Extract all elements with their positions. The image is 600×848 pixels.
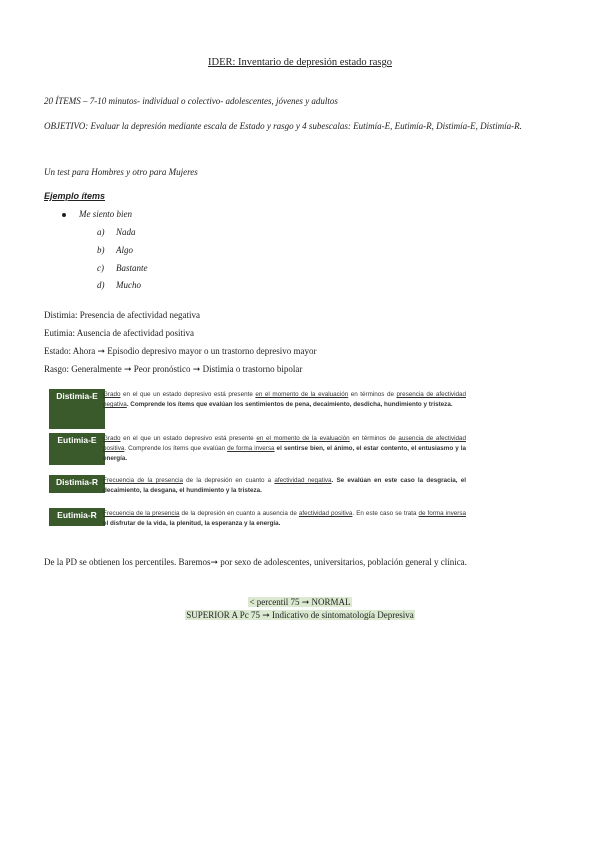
def-rasgo: Rasgo: Generalmente ➞ Peor pronóstico ➞ Distimia o trastorno bipolar <box>44 364 303 375</box>
arrow-icon: ➞ <box>123 365 132 375</box>
option-b: b) Algo <box>97 245 133 255</box>
example-heading: Ejemplo ítems <box>44 191 106 201</box>
highlighted-text: < percentil 75 ➞ NORMAL <box>249 597 351 608</box>
percentiles-note: De la PD se obtienen los percentiles. Baremos➞ por sexo de adolescentes, universitarios, población general y clínica. <box>44 557 467 568</box>
test-note: Un test para Hombres y otro para Mujeres <box>44 167 198 177</box>
example-item-text: Me siento bien <box>79 209 132 219</box>
subscale-label: Distimia-E <box>49 389 105 429</box>
subscale-label: Distimia-R <box>49 475 105 493</box>
subscale-description: Frecuencia de la presencia de la depresión en cuanto a afectividad negativa. Se evalúan en este caso la desgracia, el decaimiento, la desgana, el hundimiento y la tristeza. <box>103 477 466 494</box>
subscale-description: Frecuencia de la presencia de la depresión en cuanto a ausencia de afectividad positiva. En este caso se trata de forma inversa el disfrutar de la vida, la plenitud, la esperanza y la energía. <box>103 510 466 527</box>
bullet-icon <box>62 213 66 217</box>
subscale-label: Eutimia-E <box>49 433 105 465</box>
arrow-icon: ➞ <box>192 365 201 375</box>
arrow-icon: ➞ <box>301 598 310 608</box>
result-normal <box>0 597 600 608</box>
highlighted-text: SUPERIOR A Pc 75 ➞ Indicativo de sintomatología Depresiva <box>186 610 414 621</box>
summary-line: 20 ÍTEMS – 7-10 minutos- individual o colectivo- adolescentes, jóvenes y adultos <box>44 96 338 106</box>
subscale-label: Eutimia-R <box>49 508 105 526</box>
document-title: IDER: Inventario de depresión estado rasgo <box>208 57 392 68</box>
subscale-description: Grado en el que un estado depresivo está presente en el momento de la evaluación en términos de ausencia de afectividad positiva. Comprende los ítems que evalúan de forma inversa el sentirse bien, el ánimo, el estar contento, el entusiasmo y la energía. <box>103 435 466 462</box>
arrow-icon: ➞ <box>262 611 270 621</box>
example-item <box>62 209 132 219</box>
def-eutimia: Eutimia: Ausencia de afectividad positiva <box>44 328 194 338</box>
def-distimia: Distimia: Presencia de afectividad negativa <box>44 310 200 320</box>
option-a: a) Nada <box>97 227 136 237</box>
objective-paragraph: OBJETIVO: Evaluar la depresión mediante escala de Estado y rasgo y 4 subescalas: Eutimía-E, Eutimía-R, Distimía-E, Distimía-R. <box>44 121 522 131</box>
subscale-description: Grado en el que un estado depresivo está presente en el momento de la evaluación en términos de presencia de afectividad negativa. Comprende los ítems que evalúan los sentimientos de pena, decaimiento, desdicha, hundimiento y tristeza. <box>103 391 466 408</box>
option-c: c) Bastante <box>97 263 148 273</box>
option-d: d) Mucho <box>97 280 141 290</box>
def-estado: Estado: Ahora ➞ Episodio depresivo mayor o un trastorno depresivo mayor <box>44 346 317 357</box>
result-depressive <box>0 610 600 621</box>
arrow-icon: ➞ <box>210 558 219 568</box>
arrow-icon: ➞ <box>97 347 106 357</box>
